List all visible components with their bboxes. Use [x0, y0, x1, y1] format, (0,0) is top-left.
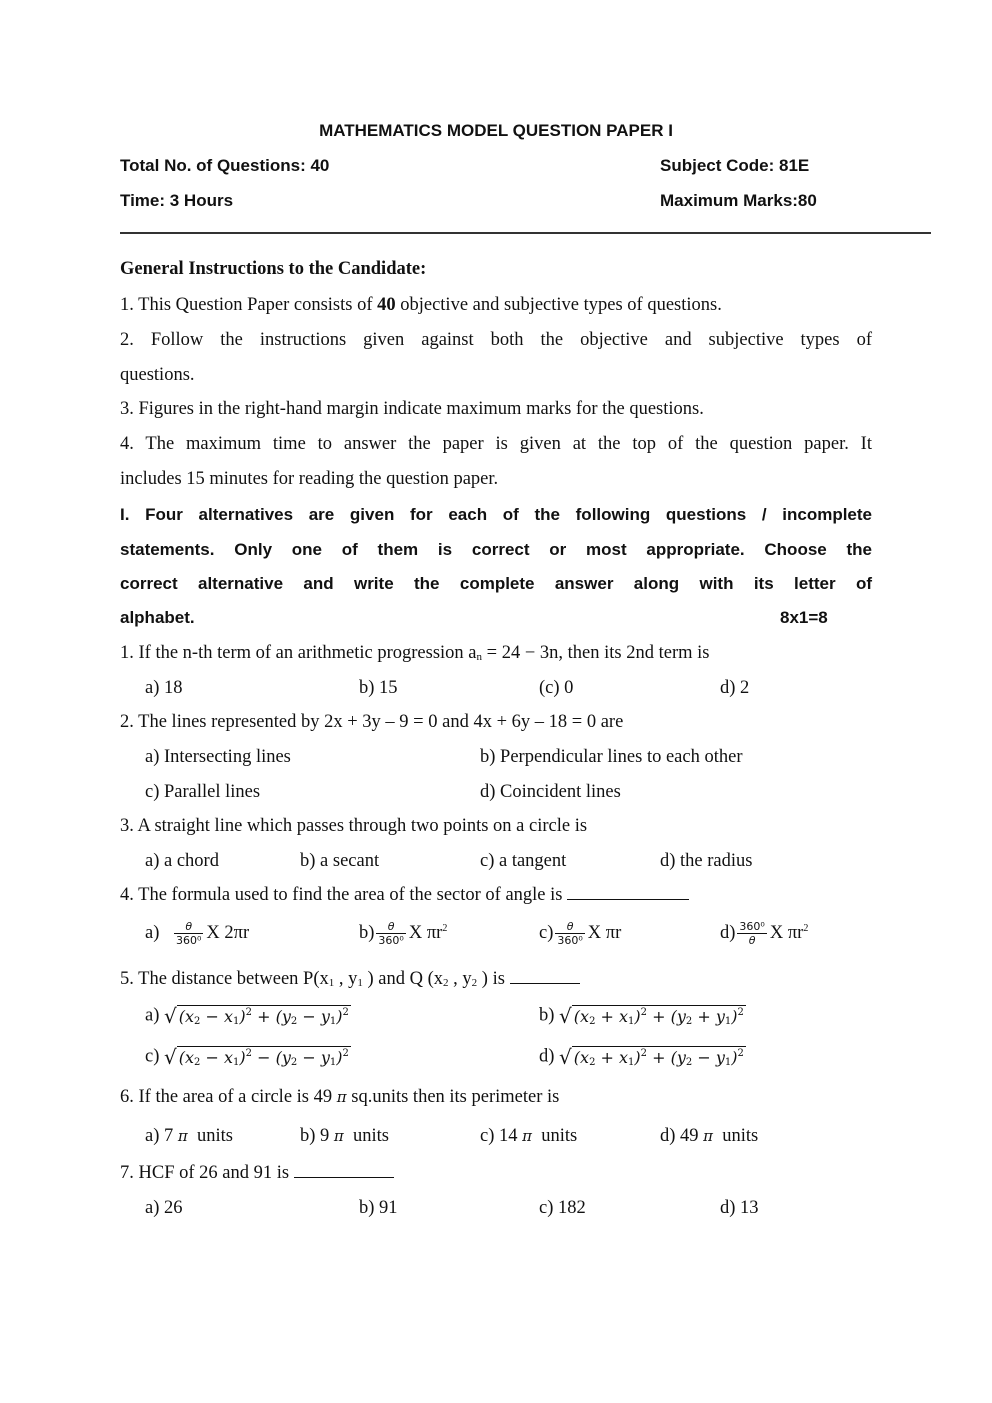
option-label: b): [359, 922, 375, 943]
instruction-2-line1: 2. Follow the instructions given against both the objective and subjective types of: [120, 330, 872, 350]
q6-option-d: [660, 1126, 758, 1147]
q2-option-c: c) Parallel lines: [145, 782, 261, 802]
instruction-4-line2: includes 15 minutes for reading the question paper.: [120, 469, 499, 489]
option-unit: units: [531, 1126, 578, 1146]
fraction: [376, 920, 405, 947]
total-questions: Total No. of Questions: 40: [120, 156, 330, 175]
q5-option-a: [145, 1004, 351, 1028]
question-6: [120, 1087, 559, 1108]
radicand: $(x_2 - x_1)^2 - (y_2 - y_1)^2$: [178, 1048, 349, 1068]
pi-symbol: π: [703, 1127, 714, 1145]
q5-sub: 1: [328, 977, 335, 989]
section1-line2: statements. Only one of them is correct or most appropriate. Choose the: [120, 540, 872, 559]
q7-option-c: c) 182: [539, 1198, 586, 1218]
q5-text: , y: [334, 969, 358, 989]
answer-blank: [294, 1177, 394, 1178]
radical-sign: √: [164, 1045, 177, 1069]
maximum-marks: Maximum Marks:80: [660, 191, 817, 210]
sqrt-expression: [559, 1004, 746, 1028]
q5-sub: 1: [357, 977, 363, 989]
question-4: [120, 885, 689, 906]
section1-line1: I. Four alternatives are given for each of the following questions / incomplete: [120, 505, 872, 524]
q6-text-post: sq.units then its perimeter is: [346, 1087, 560, 1107]
option-rest: X πr: [769, 922, 804, 943]
pi-symbol: π: [333, 1127, 344, 1145]
option-label: b) 9: [300, 1126, 334, 1146]
q7-option-d: d) 13: [720, 1198, 759, 1218]
q1-option-c: (c) 0: [539, 678, 574, 698]
q5-text: , y: [448, 969, 472, 989]
question-5: [120, 969, 580, 990]
q5-sub: 2: [471, 977, 478, 989]
pi-symbol: π: [177, 1127, 188, 1145]
option-label: b): [539, 1005, 555, 1026]
instruction-1-post: objective and subjective types of questions.: [395, 295, 722, 315]
option-rest: X 2πr: [206, 922, 250, 943]
q1-option-d: d) 2: [720, 678, 750, 698]
header-divider: [120, 232, 931, 234]
numerator: θ: [387, 920, 395, 933]
radicand: $(x_2 - x_1)^2 + (y_2 - y_1)^2$: [178, 1007, 349, 1027]
time-allowed: Time: 3 Hours: [120, 191, 234, 210]
sqrt-expression: [164, 1045, 351, 1069]
superscript: 2: [442, 922, 448, 934]
option-label: a) 7: [145, 1126, 178, 1146]
q6-option-c: [480, 1126, 577, 1147]
page-title: MATHEMATICS MODEL QUESTION PAPER I: [319, 121, 673, 140]
radicand: $(x_2 + x_1)^2 + (y_2 + y_1)^2$: [573, 1007, 744, 1027]
option-rest: X πr: [587, 922, 622, 943]
option-rest: X πr: [408, 922, 443, 943]
numerator: θ: [566, 920, 574, 933]
option-label: c) 14: [480, 1126, 523, 1146]
section1-marks: 8x1=8: [780, 608, 828, 627]
q4-option-b: [359, 920, 447, 947]
q5-option-d: [539, 1045, 746, 1069]
superscript: 2: [803, 922, 809, 934]
q2-option-a: a) Intersecting lines: [145, 747, 291, 767]
question-1-subscript: n: [476, 651, 483, 663]
question-7: [120, 1163, 394, 1184]
option-unit: units: [343, 1126, 390, 1146]
q3-option-b: b) a secant: [300, 851, 380, 871]
option-label: a): [145, 1005, 160, 1026]
denominator: θ: [737, 933, 766, 947]
question-3: 3. A straight line which passes through two points on a circle is: [120, 816, 588, 836]
question-1-text-post: = 24 − 3n, then its 2nd term is: [482, 643, 710, 663]
q2-option-d: d) Coincident lines: [480, 782, 621, 802]
option-label: d): [720, 922, 736, 943]
q6-text-pre: 6. If the area of a circle is 49: [120, 1087, 337, 1107]
instructions-heading: General Instructions to the Candidate:: [120, 259, 427, 279]
radical-sign: √: [559, 1045, 572, 1069]
radical-sign: √: [164, 1004, 177, 1028]
option-unit: units: [713, 1126, 759, 1146]
numerator: θ: [185, 920, 193, 933]
instruction-2-line2: questions.: [120, 365, 195, 385]
answer-blank: [510, 983, 580, 984]
q4-option-c: [539, 920, 621, 947]
option-label: d) 49: [660, 1126, 704, 1146]
section1-line4: alphabet.: [120, 608, 195, 627]
option-unit: units: [187, 1126, 233, 1146]
q3-option-a: a) a chord: [145, 851, 219, 871]
q6-option-a: [145, 1126, 233, 1147]
question-1-text-pre: 1. If the n-th term of an arithmetic progression a: [120, 643, 477, 663]
fraction: [174, 920, 203, 947]
question-2: 2. The lines represented by 2x + 3y – 9 = 0 and 4x + 6y – 18 = 0 are: [120, 712, 624, 732]
option-label: a): [145, 922, 160, 943]
q5-option-b: [539, 1004, 746, 1028]
q1-option-a: a) 18: [145, 678, 183, 698]
answer-blank: [567, 899, 689, 900]
denominator: 360⁰: [176, 934, 202, 947]
radical-sign: √: [559, 1004, 572, 1028]
question-1: [120, 643, 709, 664]
option-label: d): [539, 1046, 555, 1067]
sqrt-expression: [164, 1004, 351, 1028]
q5-text: ) and Q (x: [362, 969, 444, 989]
instruction-4-line1: 4. The maximum time to answer the paper is given at the top of the question paper. It: [120, 434, 872, 454]
option-label: c): [539, 922, 554, 943]
denominator: 360⁰: [557, 934, 583, 947]
numerator: 360⁰: [739, 920, 765, 933]
q5-text: ) is: [477, 969, 510, 989]
fraction: [555, 920, 584, 947]
q1-option-b: b) 15: [359, 678, 398, 698]
q5-option-c: [145, 1045, 351, 1069]
question-4-text: 4. The formula used to find the area of the sector of angle is: [120, 885, 563, 905]
radicand: $(x_2 + x_1)^2 + (y_2 - y_1)^2$: [573, 1048, 744, 1068]
q6-option-b: [300, 1126, 389, 1147]
q7-text: 7. HCF of 26 and 91 is: [120, 1163, 294, 1183]
instruction-1-pre: 1. This Question Paper consists of: [120, 295, 378, 315]
instruction-1: [120, 295, 722, 316]
q2-option-b: b) Perpendicular lines to each other: [480, 747, 743, 767]
q4-option-d: [720, 920, 808, 947]
instruction-3: 3. Figures in the right-hand margin indicate maximum marks for the questions.: [120, 399, 704, 419]
fraction: [737, 920, 766, 947]
q7-option-a: a) 26: [145, 1198, 183, 1218]
q4-option-a: [145, 920, 249, 947]
q7-option-b: b) 91: [359, 1198, 398, 1218]
section1-line3: correct alternative and write the complete answer along with its letter of: [120, 574, 872, 593]
subject-code: Subject Code: 81E: [660, 156, 810, 175]
q5-sub: 2: [443, 977, 449, 989]
q3-option-c: c) a tangent: [480, 851, 567, 871]
denominator: 360⁰: [378, 934, 404, 947]
pi-symbol: π: [522, 1127, 532, 1145]
instruction-1-count: 40: [377, 295, 396, 315]
q5-text: 5. The distance between P(x: [120, 969, 329, 989]
sqrt-expression: [559, 1045, 746, 1069]
q3-option-d: d) the radius: [660, 851, 753, 871]
pi-symbol: π: [336, 1088, 347, 1106]
option-label: c): [145, 1046, 160, 1067]
